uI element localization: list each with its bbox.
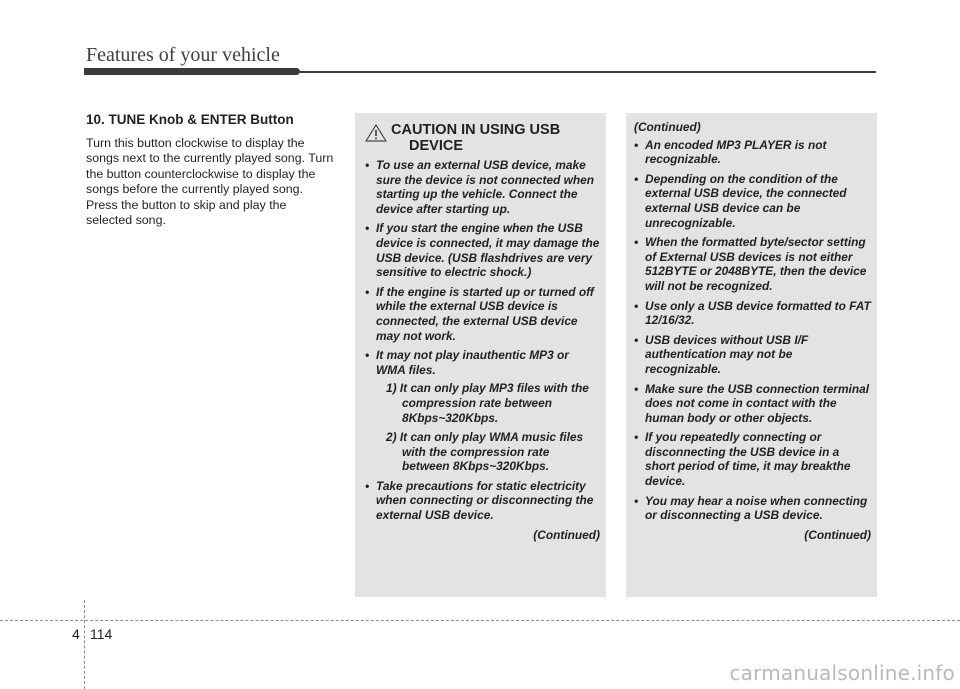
list-item: • It may not play inauthentic MP3 or WMA files. 1) It can only play MP3 files with the compression rate between 8Kbps~320Kbps. 2) It can only play WMA music files with the compression rate between 8Kbps~320Kbps. bbox=[365, 348, 600, 474]
page-number: 114 bbox=[90, 626, 113, 642]
caution-continued-panel bbox=[626, 113, 877, 597]
watermark: carmanualsonline.info bbox=[729, 661, 955, 685]
list-item: • Use only a USB device formatted to FAT 12/16/32. bbox=[634, 298, 871, 328]
caution-title bbox=[391, 122, 560, 154]
caution-panel bbox=[355, 113, 606, 597]
continued-lead: (Continued) bbox=[634, 120, 701, 134]
warning-triangle-icon bbox=[365, 124, 387, 142]
list-item: • You may hear a noise when connecting or disconnecting a USB device. bbox=[634, 493, 868, 523]
sub-item: 2) It can only play WMA music files with the compression rate between 8Kbps~320Kbps. bbox=[386, 430, 584, 474]
list-item: • An encoded MP3 PLAYER is not recognizable. bbox=[634, 137, 827, 167]
caution-title-line1: CAUTION IN USING USB bbox=[391, 122, 561, 138]
caution-title-line2: DEVICE bbox=[409, 138, 463, 154]
footer-rule bbox=[0, 620, 960, 621]
list-item: • Make sure the USB connection terminal does not come in contact with the human body or other objects. bbox=[634, 381, 869, 425]
section-paragraph-1: Turn this button clockwise to display the songs next to the currently played song. Turn the button counterclockwise to display the songs before the currently played song. bbox=[86, 136, 334, 197]
header-rule-thin bbox=[300, 71, 876, 73]
list-item: • If the engine is started up or turned off while the external USB device is connected, the external USB device may not work. bbox=[365, 284, 594, 343]
sub-list bbox=[376, 381, 600, 474]
tune-knob-section bbox=[86, 112, 336, 228]
continued-label: (Continued) bbox=[804, 527, 871, 542]
continued-label: (Continued) bbox=[533, 527, 600, 542]
header-rule-thick bbox=[84, 68, 300, 75]
section-paragraph-2: Press the button to skip and play the selected song. bbox=[86, 197, 287, 228]
caution-continued-list bbox=[634, 138, 871, 523]
caution-header bbox=[365, 122, 600, 154]
list-item: • Depending on the condition of the external USB device, the connected external USB device can be unrecognizable. bbox=[634, 171, 847, 230]
section-heading: 10. TUNE Knob & ENTER Button bbox=[86, 112, 294, 127]
chapter-number: 4 bbox=[72, 626, 80, 642]
footer-divider bbox=[84, 600, 85, 689]
list-item: • When the formatted byte/sector setting of External USB devices is not either 512BYTE or 2048BYTE, then the device will not be recognized. bbox=[634, 235, 867, 293]
caution-list bbox=[365, 158, 600, 523]
page-header-title: Features of your vehicle bbox=[86, 44, 280, 66]
list-item: • To use an external USB device, make sure the device is not connected when starting up the vehicle. Connect the device after starting up. bbox=[365, 158, 595, 216]
list-item: • If you start the engine when the USB device is connected, it may damage the USB device. (USB flashdrives are very sensitive to electric shock.) bbox=[365, 221, 600, 280]
sub-item: 1) It can only play MP3 files with the compression rate between 8Kbps~320Kbps. bbox=[386, 381, 589, 425]
list-item: • USB devices without USB I/F authentication may not be recognizable. bbox=[634, 332, 809, 376]
list-item: • Take precautions for static electricity when connecting or disconnecting the external USB device. bbox=[365, 478, 594, 523]
list-item: • If you repeatedly connecting or disconnecting the USB device in a short period of time, it may breakthe device. bbox=[634, 430, 851, 489]
